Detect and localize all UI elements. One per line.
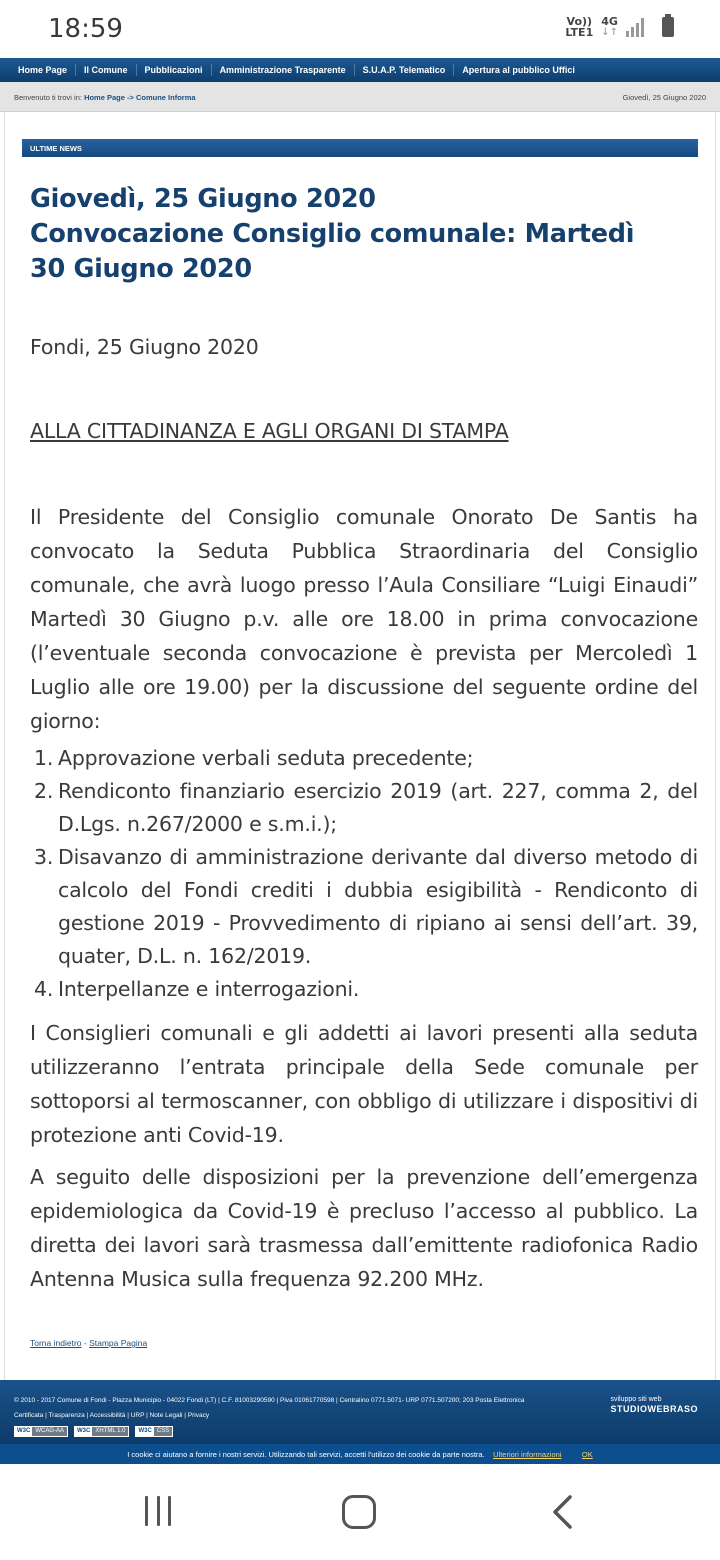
footer-info: © 2010 - 2017 Comune di Fondi - Piazza Municipio - 04022 Fondi (LT) | C.F. 81003290590 | Piva 01061770598 | Centralino 0771.5071- URP 0771.507200; 203 Posta Elettronica — [14, 1397, 525, 1404]
article-headline: Convocazione Consiglio comunale: Martedì 30 Giugno 2020 — [30, 219, 635, 284]
cookie-ok-button[interactable]: OK — [581, 1450, 593, 1459]
developer-credit[interactable] — [611, 1396, 699, 1414]
volte-indicator — [565, 16, 593, 38]
agenda-number: 1. — [34, 746, 54, 770]
status-indicators — [565, 16, 674, 38]
breadcrumb-home-link[interactable]: Home Page — [84, 93, 125, 102]
w3c-logo: W3C — [17, 1428, 31, 1434]
status-bar — [0, 0, 720, 58]
article-place-date: Fondi, 25 Giugno 2020 — [30, 335, 259, 359]
print-page-link[interactable]: Stampa Pagina — [89, 1338, 148, 1348]
agenda-item — [30, 841, 698, 973]
agenda-text: Approvazione verbali seduta precedente; — [58, 746, 474, 770]
nav-item-apertura-uffici[interactable]: Apertura al pubblico Uffici — [462, 65, 575, 75]
back-arrow-icon[interactable] — [548, 1494, 578, 1530]
site-footer — [0, 1380, 720, 1444]
article-paragraph-1: Il Presidente del Consiglio comunale Onorato De Santis ha convocato la Seduta Pubblica Straordinaria del Consiglio comunale, che avrà luogo presso l’Aula Consiliare “Luigi Einaudi” Martedì 30 Giugno p.v. alle ore 18.00 in prima convocazione (l’eventuale seconda convocazione è prevista per Mercoledì 1 Luglio alle ore 19.00) per la discussione del seguente ordine del giorno: — [30, 505, 698, 733]
wcag-badge[interactable] — [14, 1426, 68, 1437]
main-navigation — [0, 58, 720, 82]
agenda-text: Rendiconto finanziario esercizio 2019 (art. 227, comma 2, del D.Lgs. n.267/2000 e s.m.i.); — [58, 779, 698, 836]
article-date-line: Giovedì, 25 Giugno 2020 — [30, 184, 376, 214]
section-label: ULTIME NEWS — [30, 144, 82, 153]
breadcrumb-bar — [0, 82, 720, 112]
footer-links[interactable]: Certificata | Trasparenza | Accessibilità | URP | Note Legali | Privacy — [14, 1412, 210, 1419]
agenda-number: 2. — [34, 779, 54, 803]
article-title — [30, 182, 670, 287]
agenda-text: Interpellanze e interrogazioni. — [58, 977, 360, 1001]
system-navigation-bar — [0, 1464, 720, 1560]
credit-tagline: sviluppo siti web — [610, 1396, 662, 1403]
nav-item-amministrazione-trasparente[interactable]: Amministrazione Trasparente — [212, 64, 355, 76]
breadcrumb-separator: -> — [124, 93, 136, 102]
badge-standard: WCAG-AA — [32, 1427, 67, 1436]
breadcrumb-prefix: Benvenuto ti trovi in: — [14, 93, 82, 102]
w3c-badges — [14, 1426, 173, 1437]
breadcrumb-current-link[interactable]: Comune Informa — [135, 93, 196, 102]
header-date: Giovedì, 25 Giugno 2020 — [622, 93, 706, 102]
cookie-more-info-link[interactable]: Ulteriori informazioni — [493, 1450, 562, 1459]
recent-apps-button[interactable] — [142, 1496, 174, 1528]
article-paragraph-2: I Consiglieri comunali e gli addetti ai lavori presenti alla seduta utilizzeranno l’entrata principale della Sede comunale per sottoporsi al termoscanner, con obbligo di utilizzare i dispositivi di protezione anti Covid-19. — [30, 1021, 698, 1147]
agenda-item — [30, 742, 698, 775]
section-header — [22, 139, 698, 157]
agenda-number: 3. — [34, 845, 54, 869]
nav-item-suap-telematico[interactable]: S.U.A.P. Telematico — [355, 64, 455, 76]
w3c-logo: W3C — [138, 1428, 152, 1434]
article-paragraph-3: A seguito delle disposizioni per la prevenzione dell’emergenza epidemiologica da Covid-19 è precluso l’accesso al pubblico. La diretta dei lavori sarà trasmessa dall’emittente radiofonica Radio Antenna Musica sulla frequenza 92.200 MHz. — [30, 1165, 698, 1291]
network-type-label: 4G — [601, 15, 618, 28]
xhtml-badge[interactable] — [74, 1426, 129, 1437]
links-separator: - — [81, 1338, 90, 1348]
badge-standard: CSS — [154, 1427, 172, 1436]
breadcrumb — [14, 93, 196, 102]
page-actions — [30, 1338, 147, 1348]
battery-icon — [662, 17, 674, 37]
home-button[interactable] — [342, 1495, 376, 1529]
w3c-logo: W3C — [77, 1428, 91, 1434]
agenda-item — [30, 973, 698, 1006]
back-link[interactable]: Torna indietro — [30, 1338, 82, 1348]
agenda-item — [30, 775, 698, 841]
agenda-list — [30, 742, 698, 1006]
network-indicator — [601, 16, 618, 38]
volte-label: Vo)) — [566, 15, 593, 28]
data-activity-icon: ↓↑ — [601, 27, 618, 38]
nav-item-pubblicazioni[interactable]: Pubblicazioni — [137, 64, 212, 76]
article-addressee: ALLA CITTADINANZA E AGLI ORGANI DI STAMPA — [30, 419, 509, 443]
lte-label: LTE1 — [565, 26, 594, 39]
credit-brand: STUDIOWEBRASO — [610, 1404, 698, 1414]
css-badge[interactable] — [135, 1426, 173, 1437]
agenda-text: Disavanzo di amministrazione derivante dal diverso metodo di calcolo del Fondi crediti i dubbia esigibilità - Rendiconto di gestione 2019 - Provvedimento di ripiano ai sensi dell’art. 39, quater, D.L. n. 162/2019. — [58, 845, 698, 968]
agenda-number: 4. — [34, 977, 54, 1001]
signal-icon — [626, 17, 644, 37]
cookie-message: I cookie ci aiutano a fornire i nostri servizi. Utilizzando tali servizi, accetti l'utilizzo dei cookie da parte nostra. — [127, 1450, 485, 1459]
status-time: 18:59 — [48, 14, 123, 44]
cookie-banner — [0, 1444, 720, 1464]
nav-item-home-page[interactable]: Home Page — [10, 64, 76, 76]
nav-item-il-comune[interactable]: Il Comune — [76, 64, 137, 76]
badge-standard: XHTML 1.0 — [92, 1427, 128, 1436]
